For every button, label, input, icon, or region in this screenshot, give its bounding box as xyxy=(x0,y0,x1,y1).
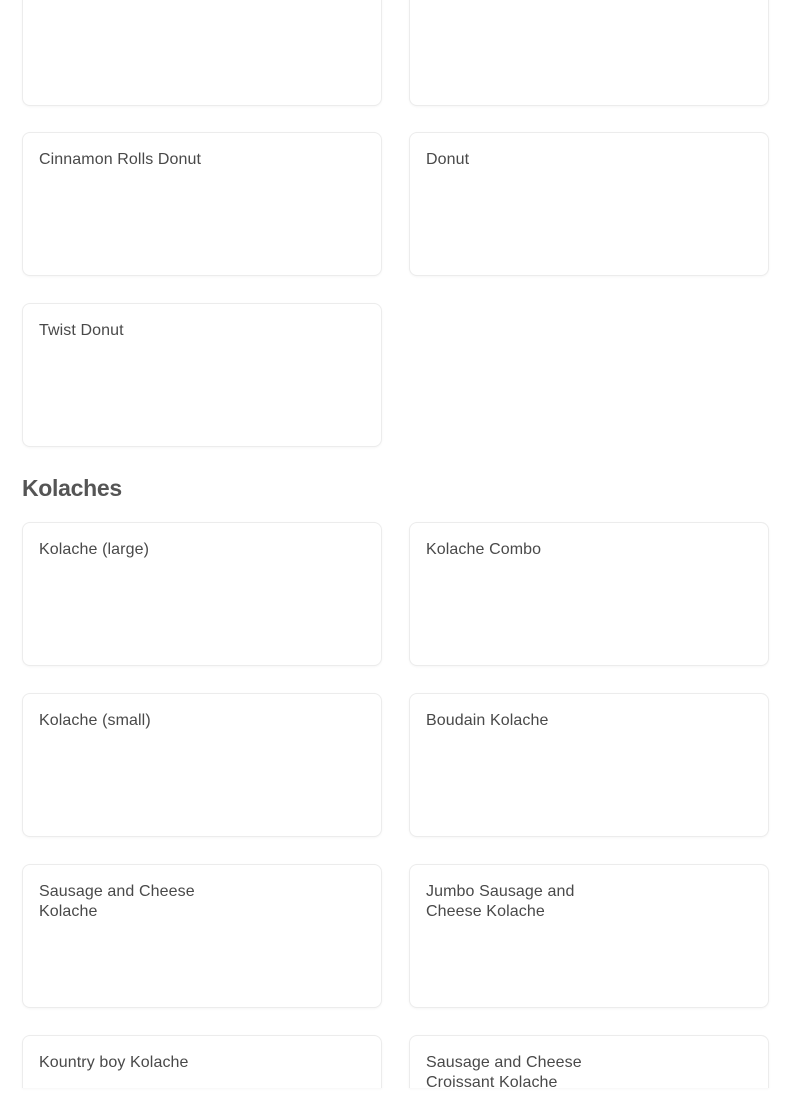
menu-item-name: Jumbo Sausage and Cheese Kolache xyxy=(426,883,575,920)
menu-item-name: Kountry boy Kolache xyxy=(39,1054,189,1071)
menu-item-card[interactable] xyxy=(22,1035,382,1088)
menu-item-name: Sausage and Cheese Kolache xyxy=(39,883,195,920)
menu-item-card[interactable] xyxy=(22,864,382,1008)
menu-item-name: Kolache Combo xyxy=(426,541,542,558)
menu-item-card[interactable] xyxy=(22,132,382,276)
menu-item-name: Sausage and Cheese Croissant Kolache xyxy=(426,1054,582,1091)
menu-item-name: Kolache (large) xyxy=(39,541,149,558)
menu-item-name: Kolache (small) xyxy=(39,712,151,729)
menu-item-card[interactable] xyxy=(22,303,382,447)
menu-item-card[interactable] xyxy=(22,0,382,106)
menu-item-name: Donut xyxy=(426,151,470,168)
menu-item-card[interactable] xyxy=(22,522,382,666)
menu-item-card[interactable] xyxy=(409,522,769,666)
menu-item-card[interactable] xyxy=(409,693,769,837)
menu-item-card[interactable] xyxy=(409,1035,769,1091)
menu-item-name: Boudain Kolache xyxy=(426,712,549,729)
menu-item-card[interactable] xyxy=(409,0,769,106)
menu-item-card[interactable] xyxy=(409,864,769,1008)
menu-item-card[interactable] xyxy=(409,132,769,276)
menu-item-card[interactable] xyxy=(22,693,382,837)
section-heading-kolaches: Kolaches xyxy=(22,475,122,501)
menu-item-name: Cinnamon Rolls Donut xyxy=(39,151,202,168)
menu-item-name: Twist Donut xyxy=(39,322,124,339)
